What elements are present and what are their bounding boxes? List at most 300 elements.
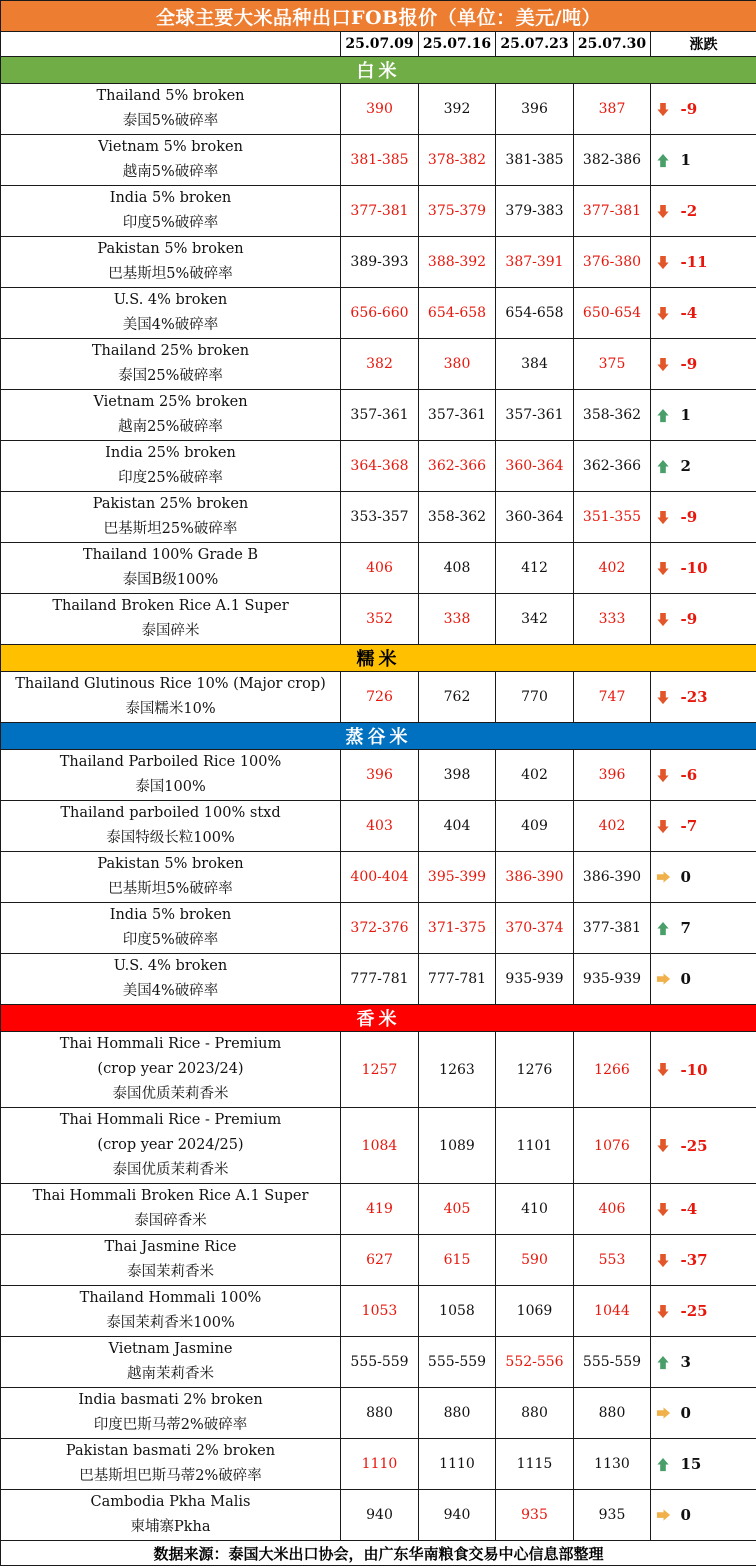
price-cell: 371-375	[419, 903, 496, 954]
variety-name-cn: 泰国优质茉莉香米	[1, 1082, 340, 1107]
price-cell: 940	[341, 1490, 419, 1541]
rice-variety-name	[1, 339, 341, 390]
table-row	[1, 903, 756, 954]
price-cell: 352	[341, 594, 419, 645]
price-cell: 1101	[496, 1108, 574, 1184]
header-change: 涨跌	[651, 32, 756, 57]
price-cell: 378-382	[419, 135, 496, 186]
rice-variety-name	[1, 1235, 341, 1286]
trend-cell	[651, 237, 675, 288]
rice-variety-name	[1, 1184, 341, 1235]
table-row	[1, 750, 756, 801]
arrow-down-icon	[656, 102, 670, 117]
arrow-up-icon	[656, 1457, 670, 1472]
section-title: 白米	[1, 57, 756, 84]
variety-name-en: Pakistan 25% broken	[1, 492, 340, 517]
price-cell: 1084	[341, 1108, 419, 1184]
arrow-up-icon	[656, 408, 670, 423]
price-change: 7	[675, 903, 756, 954]
price-cell: 360-364	[496, 492, 574, 543]
price-cell: 360-364	[496, 441, 574, 492]
rice-variety-name	[1, 852, 341, 903]
price-cell: 656-660	[341, 288, 419, 339]
price-cell: 1263	[419, 1032, 496, 1108]
price-cell: 333	[574, 594, 651, 645]
rice-variety-name	[1, 441, 341, 492]
table-row	[1, 1286, 756, 1337]
price-cell: 387-391	[496, 237, 574, 288]
table-row	[1, 1490, 756, 1541]
rice-variety-name	[1, 1388, 341, 1439]
trend-cell	[651, 1286, 675, 1337]
variety-name-cn: 越南25%破碎率	[1, 415, 340, 440]
price-cell: 1115	[496, 1439, 574, 1490]
table-row	[1, 1388, 756, 1439]
price-cell: 1044	[574, 1286, 651, 1337]
trend-cell	[651, 441, 675, 492]
price-cell: 338	[419, 594, 496, 645]
variety-name-en: Thai Jasmine Rice	[1, 1235, 340, 1260]
table-row	[1, 492, 756, 543]
price-cell: 408	[419, 543, 496, 594]
arrow-down-icon	[656, 204, 670, 219]
variety-name-cn: 泰国糯米10%	[1, 697, 340, 722]
variety-name-cn: 泰国优质茉莉香米	[1, 1158, 340, 1183]
price-cell: 650-654	[574, 288, 651, 339]
variety-name-cn: 美国4%破碎率	[1, 313, 340, 338]
price-change: 0	[675, 1388, 756, 1439]
price-cell: 615	[419, 1235, 496, 1286]
variety-name-en: Thailand 100% Grade B	[1, 543, 340, 568]
price-change: -11	[675, 237, 756, 288]
arrow-down-icon	[656, 768, 670, 783]
variety-name-en: Vietnam 5% broken	[1, 135, 340, 160]
page-title: 全球主要大米品种出口FOB报价（单位：美元/吨）	[1, 1, 756, 32]
price-cell: 357-361	[419, 390, 496, 441]
price-cell: 552-556	[496, 1337, 574, 1388]
price-cell: 396	[574, 750, 651, 801]
price-cell: 389-393	[341, 237, 419, 288]
variety-name-en: U.S. 4% broken	[1, 288, 340, 313]
table-row	[1, 1032, 756, 1108]
section-header-white	[1, 57, 756, 84]
price-cell: 382-386	[574, 135, 651, 186]
section-header-glut	[1, 645, 756, 672]
variety-name-cn: 泰国B级100%	[1, 568, 340, 593]
arrow-up-icon	[656, 1355, 670, 1370]
rice-variety-name	[1, 186, 341, 237]
price-cell: 627	[341, 1235, 419, 1286]
variety-name-cn: 印度5%破碎率	[1, 211, 340, 236]
table-row	[1, 84, 756, 135]
price-change: -4	[675, 288, 756, 339]
rice-variety-name	[1, 903, 341, 954]
variety-name-en: Vietnam 25% broken	[1, 390, 340, 415]
variety-name-en: Pakistan 5% broken	[1, 852, 340, 877]
rice-variety-name	[1, 84, 341, 135]
trend-cell	[651, 135, 675, 186]
variety-name-en: Thailand Hommali 100%	[1, 1286, 340, 1311]
price-cell: 404	[419, 801, 496, 852]
price-cell: 940	[419, 1490, 496, 1541]
price-change: -10	[675, 543, 756, 594]
trend-cell	[651, 1490, 675, 1541]
price-cell: 358-362	[419, 492, 496, 543]
variety-name-en: Thai Hommali Rice - Premium	[1, 1032, 340, 1057]
trend-cell	[651, 288, 675, 339]
price-cell: 396	[496, 84, 574, 135]
price-cell: 770	[496, 672, 574, 723]
rice-variety-name	[1, 1439, 341, 1490]
price-change: -25	[675, 1286, 756, 1337]
variety-name-en: Thailand Broken Rice A.1 Super	[1, 594, 340, 619]
arrow-right-icon	[656, 1508, 670, 1523]
table-row	[1, 954, 756, 1005]
table-row	[1, 390, 756, 441]
rice-variety-name	[1, 1286, 341, 1337]
price-cell: 654-658	[496, 288, 574, 339]
table-row	[1, 135, 756, 186]
price-cell: 590	[496, 1235, 574, 1286]
rice-variety-name	[1, 543, 341, 594]
trend-cell	[651, 801, 675, 852]
variety-name-cn: 巴基斯坦25%破碎率	[1, 517, 340, 542]
price-cell: 762	[419, 672, 496, 723]
variety-name-cn: 巴基斯坦巴斯马蒂2%破碎率	[1, 1464, 340, 1489]
price-cell: 880	[419, 1388, 496, 1439]
price-change: -9	[675, 84, 756, 135]
section-header-parb	[1, 723, 756, 750]
table-row	[1, 441, 756, 492]
price-cell: 412	[496, 543, 574, 594]
price-cell: 777-781	[341, 954, 419, 1005]
variety-name-en: Thai Hommali Broken Rice A.1 Super	[1, 1184, 340, 1209]
table-row	[1, 1235, 756, 1286]
price-cell: 358-362	[574, 390, 651, 441]
variety-name-en: U.S. 4% broken	[1, 954, 340, 979]
price-cell: 1110	[341, 1439, 419, 1490]
trend-cell	[651, 594, 675, 645]
title-row	[1, 1, 756, 32]
arrow-down-icon	[656, 357, 670, 372]
trend-cell	[651, 672, 675, 723]
variety-name-cn: 越南5%破碎率	[1, 160, 340, 185]
header-date: 25.07.30	[574, 32, 651, 57]
price-cell: 386-390	[496, 852, 574, 903]
price-change: -9	[675, 492, 756, 543]
arrow-right-icon	[656, 1406, 670, 1421]
rice-variety-name	[1, 237, 341, 288]
arrow-right-icon	[656, 972, 670, 987]
price-cell: 381-385	[496, 135, 574, 186]
variety-name-cn: 泰国25%破碎率	[1, 364, 340, 389]
variety-name-cn: 巴基斯坦5%破碎率	[1, 262, 340, 287]
price-cell: 353-357	[341, 492, 419, 543]
variety-name-en: Thailand parboiled 100% stxd	[1, 801, 340, 826]
price-change: 1	[675, 135, 756, 186]
section-title: 蒸谷米	[1, 723, 756, 750]
price-change: -7	[675, 801, 756, 852]
rice-variety-name	[1, 750, 341, 801]
price-cell: 880	[496, 1388, 574, 1439]
price-cell: 364-368	[341, 441, 419, 492]
price-cell: 1053	[341, 1286, 419, 1337]
price-change: -10	[675, 1032, 756, 1108]
arrow-down-icon	[656, 510, 670, 525]
arrow-up-icon	[656, 921, 670, 936]
arrow-down-icon	[656, 690, 670, 705]
price-cell: 410	[496, 1184, 574, 1235]
price-cell: 726	[341, 672, 419, 723]
price-cell: 370-374	[496, 903, 574, 954]
trend-cell	[651, 339, 675, 390]
table-row	[1, 672, 756, 723]
trend-cell	[651, 1108, 675, 1184]
table-row	[1, 801, 756, 852]
price-cell: 1089	[419, 1108, 496, 1184]
rice-variety-name	[1, 1337, 341, 1388]
rice-variety-name	[1, 492, 341, 543]
variety-name-en: Thailand 25% broken	[1, 339, 340, 364]
price-cell: 396	[341, 750, 419, 801]
trend-cell	[651, 1388, 675, 1439]
rice-variety-name	[1, 288, 341, 339]
table-row	[1, 237, 756, 288]
arrow-right-icon	[656, 870, 670, 885]
price-change: 2	[675, 441, 756, 492]
price-cell: 376-380	[574, 237, 651, 288]
table-row	[1, 186, 756, 237]
price-cell: 342	[496, 594, 574, 645]
price-cell: 402	[496, 750, 574, 801]
price-cell: 395-399	[419, 852, 496, 903]
price-cell: 1076	[574, 1108, 651, 1184]
price-change: -6	[675, 750, 756, 801]
price-cell: 362-366	[419, 441, 496, 492]
price-cell: 555-559	[574, 1337, 651, 1388]
price-cell: 357-361	[341, 390, 419, 441]
price-cell: 409	[496, 801, 574, 852]
table-row	[1, 1108, 756, 1184]
arrow-down-icon	[656, 819, 670, 834]
arrow-down-icon	[656, 612, 670, 627]
header-blank	[1, 32, 341, 57]
data-source-note: 数据来源：泰国大米出口协会，由广东华南粮食交易中心信息部整理	[1, 1541, 756, 1566]
price-change: -37	[675, 1235, 756, 1286]
table-row	[1, 852, 756, 903]
price-cell: 351-355	[574, 492, 651, 543]
price-cell: 935-939	[574, 954, 651, 1005]
price-cell: 372-376	[341, 903, 419, 954]
arrow-down-icon	[656, 255, 670, 270]
rice-variety-name	[1, 954, 341, 1005]
price-cell: 377-381	[341, 186, 419, 237]
price-change: 0	[675, 954, 756, 1005]
price-cell: 747	[574, 672, 651, 723]
price-cell: 390	[341, 84, 419, 135]
price-cell: 555-559	[419, 1337, 496, 1388]
table-row	[1, 594, 756, 645]
arrow-down-icon	[656, 561, 670, 576]
rice-variety-name	[1, 135, 341, 186]
variety-name-en: Vietnam Jasmine	[1, 1337, 340, 1362]
price-cell: 880	[341, 1388, 419, 1439]
variety-name-cn: 印度25%破碎率	[1, 466, 340, 491]
variety-name-cn: 泰国茉莉香米	[1, 1260, 340, 1285]
section-title: 糯米	[1, 645, 756, 672]
rice-variety-name	[1, 1490, 341, 1541]
price-cell: 1257	[341, 1032, 419, 1108]
header-date: 25.07.09	[341, 32, 419, 57]
variety-name-cn: 泰国5%破碎率	[1, 109, 340, 134]
price-change: -25	[675, 1108, 756, 1184]
price-change: 15	[675, 1439, 756, 1490]
price-cell: 1266	[574, 1032, 651, 1108]
rice-variety-name	[1, 1108, 341, 1184]
price-change: -23	[675, 672, 756, 723]
price-cell: 406	[341, 543, 419, 594]
variety-name-cn: 印度5%破碎率	[1, 928, 340, 953]
variety-name-en: India 5% broken	[1, 186, 340, 211]
price-cell: 375-379	[419, 186, 496, 237]
trend-cell	[651, 852, 675, 903]
variety-name-en: India basmati 2% broken	[1, 1388, 340, 1413]
variety-name-en: Thai Hommali Rice - Premium	[1, 1108, 340, 1133]
variety-name-cn: 柬埔寨Pkha	[1, 1515, 340, 1540]
rice-variety-name	[1, 1032, 341, 1108]
price-cell: 384	[496, 339, 574, 390]
variety-name-en: Thailand 5% broken	[1, 84, 340, 109]
section-title: 香米	[1, 1005, 756, 1032]
price-cell: 1130	[574, 1439, 651, 1490]
header-date: 25.07.23	[496, 32, 574, 57]
arrow-down-icon	[656, 1202, 670, 1217]
arrow-down-icon	[656, 1062, 670, 1077]
price-cell: 388-392	[419, 237, 496, 288]
variety-name-en-line2: (crop year 2023/24)	[1, 1057, 340, 1082]
variety-name-en: India 25% broken	[1, 441, 340, 466]
price-cell: 362-366	[574, 441, 651, 492]
price-cell: 1110	[419, 1439, 496, 1490]
price-cell: 387	[574, 84, 651, 135]
price-change: 0	[675, 1490, 756, 1541]
price-change: -9	[675, 594, 756, 645]
variety-name-en: Thailand Parboiled Rice 100%	[1, 750, 340, 775]
header-date: 25.07.16	[419, 32, 496, 57]
table-row	[1, 543, 756, 594]
arrow-up-icon	[656, 153, 670, 168]
trend-cell	[651, 1337, 675, 1388]
price-cell: 1058	[419, 1286, 496, 1337]
trend-cell	[651, 954, 675, 1005]
price-change: -4	[675, 1184, 756, 1235]
price-cell: 380	[419, 339, 496, 390]
price-cell: 935	[574, 1490, 651, 1541]
variety-name-cn: 泰国碎香米	[1, 1209, 340, 1234]
variety-name-en: Thailand Glutinous Rice 10% (Major crop)	[1, 672, 340, 697]
price-cell: 379-383	[496, 186, 574, 237]
price-cell: 777-781	[419, 954, 496, 1005]
footer-row	[1, 1541, 756, 1566]
trend-cell	[651, 1032, 675, 1108]
table-row	[1, 1439, 756, 1490]
variety-name-cn: 泰国特级长粒100%	[1, 826, 340, 851]
trend-cell	[651, 492, 675, 543]
table-row	[1, 339, 756, 390]
variety-name-cn: 印度巴斯马蒂2%破碎率	[1, 1413, 340, 1438]
price-cell: 382	[341, 339, 419, 390]
variety-name-cn: 越南茉莉香米	[1, 1362, 340, 1387]
price-cell: 402	[574, 543, 651, 594]
price-cell: 357-361	[496, 390, 574, 441]
rice-variety-name	[1, 594, 341, 645]
price-cell: 400-404	[341, 852, 419, 903]
price-change: -9	[675, 339, 756, 390]
price-cell: 377-381	[574, 186, 651, 237]
price-cell: 398	[419, 750, 496, 801]
table-row	[1, 1184, 756, 1235]
price-cell: 403	[341, 801, 419, 852]
arrow-down-icon	[656, 1304, 670, 1319]
variety-name-cn: 美国4%破碎率	[1, 979, 340, 1004]
price-cell: 386-390	[574, 852, 651, 903]
trend-cell	[651, 390, 675, 441]
rice-variety-name	[1, 672, 341, 723]
price-cell: 405	[419, 1184, 496, 1235]
variety-name-cn: 泰国100%	[1, 775, 340, 800]
price-cell: 419	[341, 1184, 419, 1235]
table-row	[1, 1337, 756, 1388]
price-cell: 375	[574, 339, 651, 390]
header-row	[1, 32, 756, 57]
arrow-down-icon	[656, 1138, 670, 1153]
table-row	[1, 288, 756, 339]
section-header-frag	[1, 1005, 756, 1032]
trend-cell	[651, 186, 675, 237]
price-cell: 880	[574, 1388, 651, 1439]
trend-cell	[651, 903, 675, 954]
price-cell: 392	[419, 84, 496, 135]
variety-name-cn: 泰国碎米	[1, 619, 340, 644]
variety-name-cn: 泰国茉莉香米100%	[1, 1311, 340, 1336]
variety-name-en-line2: (crop year 2024/25)	[1, 1133, 340, 1158]
trend-cell	[651, 543, 675, 594]
trend-cell	[651, 750, 675, 801]
price-change: 1	[675, 390, 756, 441]
variety-name-en: India 5% broken	[1, 903, 340, 928]
price-cell: 1276	[496, 1032, 574, 1108]
variety-name-en: Pakistan 5% broken	[1, 237, 340, 262]
price-cell: 935-939	[496, 954, 574, 1005]
trend-cell	[651, 1235, 675, 1286]
price-cell: 935	[496, 1490, 574, 1541]
variety-name-cn: 巴基斯坦5%破碎率	[1, 877, 340, 902]
price-change: 3	[675, 1337, 756, 1388]
arrow-down-icon	[656, 1253, 670, 1268]
price-cell: 402	[574, 801, 651, 852]
trend-cell	[651, 1184, 675, 1235]
rice-variety-name	[1, 390, 341, 441]
price-cell: 654-658	[419, 288, 496, 339]
variety-name-en: Pakistan basmati 2% broken	[1, 1439, 340, 1464]
arrow-down-icon	[656, 306, 670, 321]
trend-cell	[651, 1439, 675, 1490]
price-cell: 1069	[496, 1286, 574, 1337]
price-cell: 381-385	[341, 135, 419, 186]
price-cell: 377-381	[574, 903, 651, 954]
price-change: 0	[675, 852, 756, 903]
price-cell: 553	[574, 1235, 651, 1286]
